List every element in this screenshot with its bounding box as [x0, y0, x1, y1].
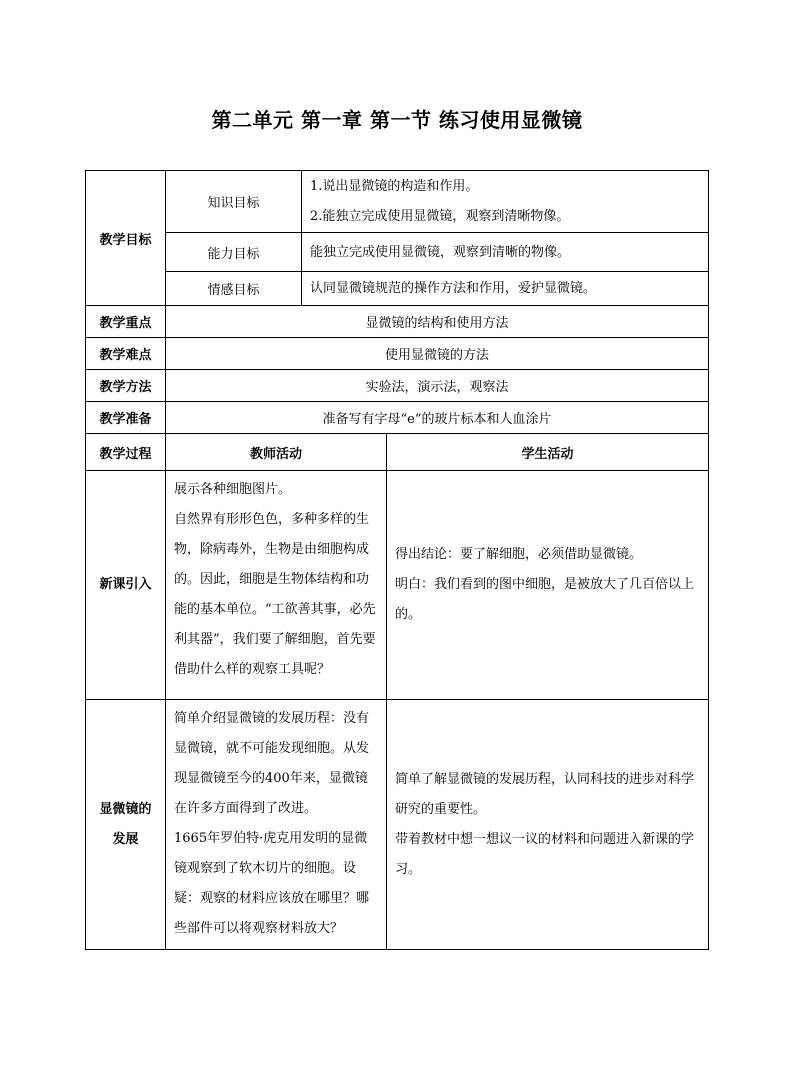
teacher-activity-history: [166, 700, 387, 950]
objectives-label: 教学目标: [86, 171, 166, 306]
student-activity-intro: [387, 471, 709, 700]
method-label: 教学方法: [86, 370, 166, 402]
ability-objective-label: 能力目标: [166, 233, 302, 272]
teacher-activity-intro: [166, 471, 387, 700]
student-paragraph: 简单了解显微镜的发展历程，认同科技的进步对科学研究的重要性。: [395, 771, 695, 817]
section-label-history: [86, 700, 166, 950]
key-point-label: 教学重点: [86, 306, 166, 338]
knowledge-objective-line: 2.能独立完成使用显微镜，观察到清晰物像。: [310, 208, 570, 224]
preparation-value: 准备写有字母“e”的玻片标本和人血涂片: [166, 402, 709, 434]
key-point-value: 显微镜的结构和使用方法: [166, 306, 709, 338]
teacher-paragraph: 简单介绍显微镜的发展历程：没有显微镜，就不可能发现细胞。从发现显微镜至今的400年来，显微镜在许多方面得到了改进。: [174, 711, 370, 816]
teacher-paragraph: 展示各种细胞图片。: [174, 482, 292, 497]
student-activity-header: 学生活动: [387, 434, 709, 471]
student-paragraph: 带着教材中想一想议一议的材料和问题进入新课的学习。: [395, 831, 695, 877]
teacher-paragraph: 1665年罗伯特·虎克用发明的显微镜观察到了软木切片的细胞。设疑：观察的材料应该放在哪里？哪些部件可以将观察材料放大？: [174, 831, 370, 936]
student-activity-history: [387, 700, 709, 950]
section-label-line: 显微镜的: [99, 801, 152, 817]
knowledge-objective-label: 知识目标: [166, 171, 302, 233]
section-label-line: 新课引入: [99, 577, 152, 592]
page-title: 第二单元 第一章 第一节 练习使用显微镜: [211, 108, 583, 132]
emotion-objective-label: 情感目标: [166, 272, 302, 306]
knowledge-objective-line: 1.说出显微镜的构造和作用。: [310, 178, 479, 194]
knowledge-objective-content: [302, 171, 709, 233]
ability-objective-content: 能独立完成使用显微镜，观察到清晰的物像。: [302, 233, 709, 272]
difficulty-value: 使用显微镜的方法: [166, 338, 709, 370]
emotion-objective-content: 认同显微镜规范的操作方法和作用，爱护显微镜。: [302, 272, 709, 306]
student-paragraph: 得出结论：要了解细胞，必须借助显微镜。: [395, 547, 643, 562]
section-label-intro: [86, 471, 166, 700]
teacher-activity-header: 教师活动: [166, 434, 387, 471]
method-value: 实验法，演示法，观察法: [166, 370, 709, 402]
section-label-line: 发展: [112, 831, 139, 847]
preparation-label: 教学准备: [86, 402, 166, 434]
process-label: 教学过程: [86, 434, 166, 471]
lesson-plan-table: [85, 170, 709, 950]
student-paragraph: 明白：我们看到的图中细胞，是被放大了几百倍以上的。: [395, 577, 695, 622]
difficulty-label: 教学难点: [86, 338, 166, 370]
teacher-paragraph: 自然界有形形色色，多种多样的生物，除病毒外，生物是由细胞构成的。因此，细胞是生物体结构和功能的基本单位。“工欲善其事，必先利其器”，我们要了解细胞，首先要借助什么样的观察工具呢？: [174, 512, 376, 677]
